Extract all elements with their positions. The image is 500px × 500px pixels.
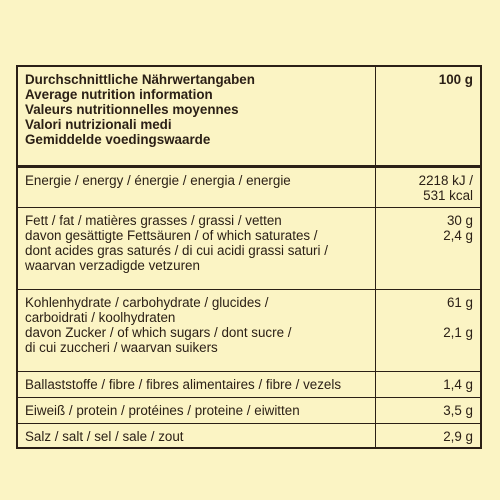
row-text: Fett / fat / matières grasses / grassi / vetten [25,213,282,228]
row-text: waarvan verzadigde vetzuren [25,258,200,273]
table-row-protein [18,397,480,423]
row-text: davon gesättigte Fettsäuren / of which saturates / [25,228,318,243]
table-row-fibre [18,371,480,397]
fibre-label [25,377,370,392]
row-text: di cui zuccheri / waarvan suikers [25,340,218,355]
value-kj: 2218 kJ / [418,173,473,188]
header-label-nl: Gemiddelde voedingswaarde [25,132,211,147]
value-salt: 2,9 g [443,429,473,444]
fat-label [25,213,370,273]
energy-label [25,173,370,188]
header-label-it: Valori nutrizionali medi [25,117,172,132]
energy-value [383,173,473,203]
value-fibre: 1,4 g [443,377,473,392]
table-header-row [18,67,480,167]
header-per-amount: 100 g [438,72,473,87]
row-text: Eiweiß / protein / protéines / proteine / eiwitten [25,403,300,418]
value-sugars: 2,1 g [443,325,473,340]
row-text: Ballaststoffe / fibre / fibres alimentaires / fibre / vezels [25,377,342,392]
row-text: Energie / energy / énergie / energia / energie [25,173,291,188]
header-labels [25,72,370,147]
row-text: davon Zucker / of which sugars / dont sucre / [25,325,292,340]
carbohydrate-label [25,295,370,355]
value-fat: 30 g [446,213,473,228]
value-carbohydrate: 61 g [446,295,473,310]
header-label-en: Average nutrition information [25,87,213,102]
table-row-carbohydrate [18,289,480,371]
table-row-salt [18,423,480,447]
value-kcal: 531 kcal [423,188,473,203]
row-text: Salz / salt / sel / sale / zout [25,429,184,444]
value-saturates: 2,4 g [443,228,473,243]
carbohydrate-value [383,295,473,340]
protein-label [25,403,370,418]
nutrition-table [16,65,482,449]
row-text: dont acides gras saturés / di cui acidi grassi saturi / [25,243,328,258]
header-label-fr: Valeurs nutritionnelles moyennes [25,102,239,117]
table-row-energy [18,167,480,207]
salt-value [383,429,473,444]
value-protein: 3,5 g [443,403,473,418]
salt-label [25,429,370,444]
protein-value [383,403,473,418]
row-text: carboidrati / koolhydraten [25,310,176,325]
value-spacer [383,310,473,325]
fibre-value [383,377,473,392]
row-text: Kohlenhydrate / carbohydrate / glucides / [25,295,269,310]
fat-value [383,213,473,243]
header-label-de: Durchschnittliche Nährwertangaben [25,72,255,87]
table-row-fat [18,207,480,289]
